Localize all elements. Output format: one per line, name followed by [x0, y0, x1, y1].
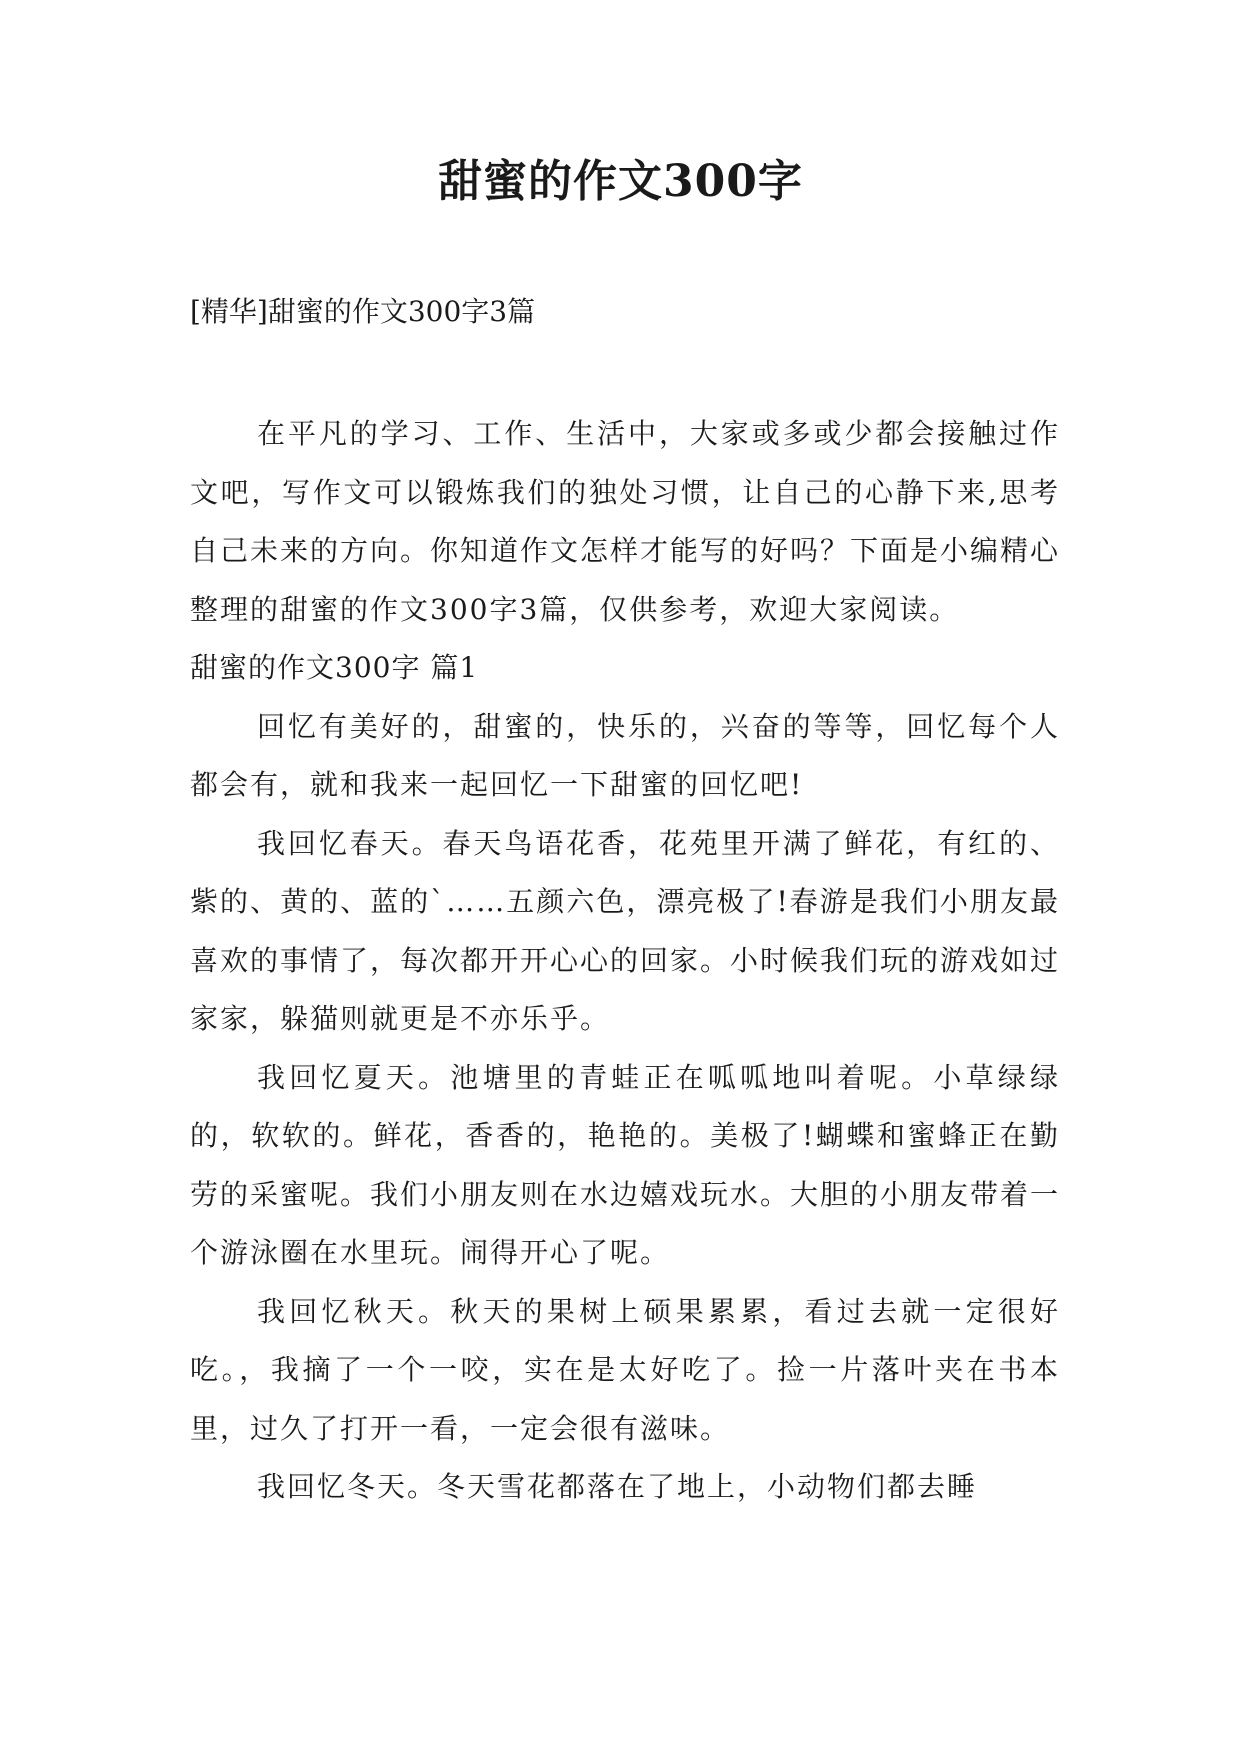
- document-title: 甜蜜的作文300字: [438, 156, 803, 207]
- intro-paragraph: 在平凡的学习、工作、生活中，大家或多或少都会接触过作文吧，写作文可以锻炼我们的独处习惯，让自己的心静下来,思考自己未来的方向。你知道作文怎样才能写的好吗？下面是小编精心整理的甜蜜的作文300字3篇，仅供参考，欢迎大家阅读。: [190, 417, 1061, 626]
- body-paragraph: 我回忆秋天。秋天的果树上硕果累累，看过去就一定很好吃。，我摘了一个一咬，实在是太好吃了。捡一片落叶夹在书本里，过久了打开一看，一定会很有滋味。: [190, 1294, 1060, 1445]
- section-heading: 甜蜜的作文300字 篇1: [190, 651, 479, 684]
- document-subtitle: [精华]甜蜜的作文300字3篇: [190, 295, 536, 328]
- document-body: [190, 405, 1060, 1517]
- body-paragraph: 我回忆春天。春天鸟语花香，花苑里开满了鲜花，有红的、紫的、黄的、蓝的`……五颜六色，漂亮极了!春游是我们小朋友最喜欢的事情了，每次都开开心心的回家。小时候我们玩的游戏如过家家，躲猫则就更是不亦乐乎。: [190, 826, 1061, 1035]
- body-paragraph: 我回忆冬天。冬天雪花都落在了地上，小动物们都去睡: [257, 1470, 978, 1503]
- body-paragraph: 我回忆夏天。池塘里的青蛙正在呱呱地叫着呢。小草绿绿的，软软的。鲜花，香香的，艳艳的。美极了!蝴蝶和蜜蜂正在勤劳的采蜜呢。我们小朋友则在水边嬉戏玩水。大胆的小朋友带着一个游泳圈在水里玩。闹得开心了呢。: [190, 1060, 1061, 1269]
- body-paragraph: 回忆有美好的，甜蜜的，快乐的，兴奋的等等，回忆每个人都会有，就和我来一起回忆一下甜蜜的回忆吧!: [190, 709, 1060, 801]
